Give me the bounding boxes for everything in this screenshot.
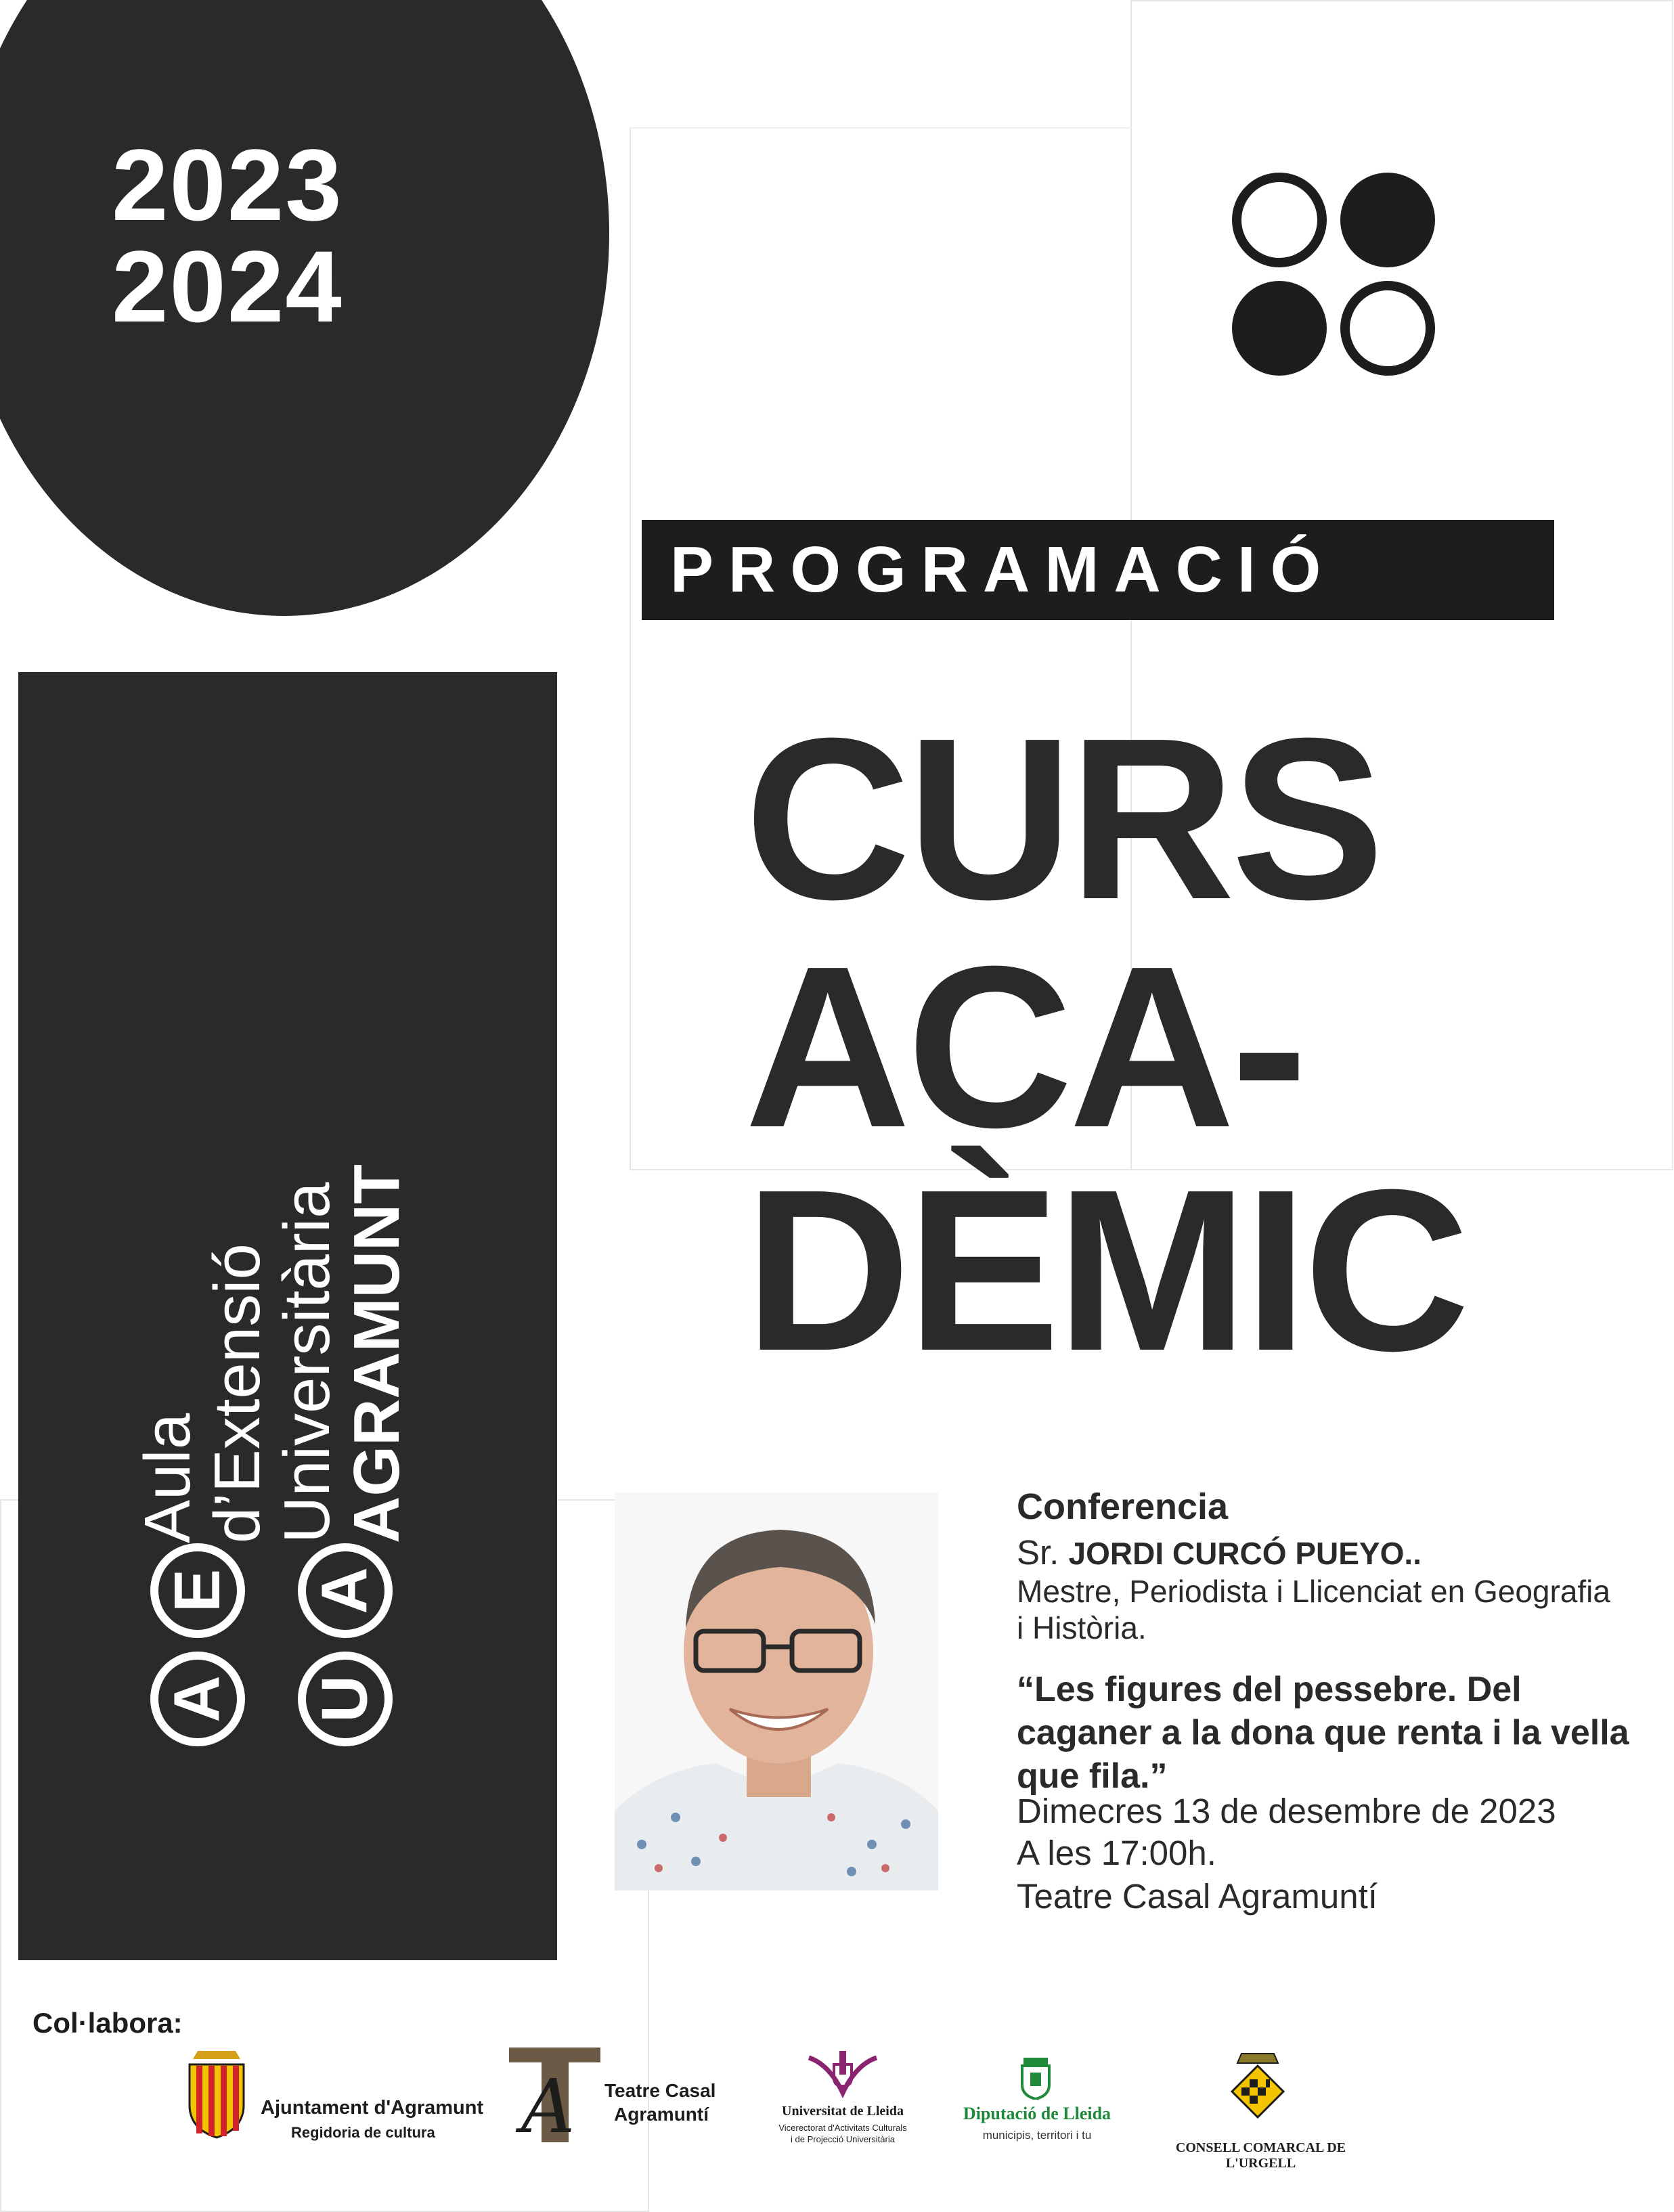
talk-title-2: caganer a la dona que renta i la vella bbox=[1017, 1713, 1629, 1752]
svg-text:A: A bbox=[521, 2063, 575, 2142]
aeua-line-universitaria: Universitària bbox=[271, 1182, 343, 1543]
aeua-letter-e: E bbox=[150, 1543, 245, 1638]
teatre-casal-name: Teatre Casal bbox=[604, 2080, 716, 2101]
ajuntament-name: Ajuntament d'Agramunt bbox=[261, 2097, 484, 2119]
dot-outline-bottom-right bbox=[1340, 281, 1435, 376]
title-line-3: DÈMIC bbox=[745, 1142, 1466, 1399]
diputacio-sub: municipis, territori i tu bbox=[982, 2129, 1092, 2142]
diputacio-shield-icon bbox=[1021, 2058, 1051, 2100]
event-venue: Teatre Casal Agramuntí bbox=[1017, 1877, 1378, 1916]
title-line-2: ACA- bbox=[745, 919, 1304, 1176]
udl-sub-2: i de Projecció Universitària bbox=[791, 2134, 895, 2144]
dot-filled-top-right bbox=[1340, 173, 1435, 267]
year-end: 2024 bbox=[112, 229, 343, 343]
event-time: A les 17:00h. bbox=[1017, 1834, 1216, 1872]
udl-sub: Vicerectorat d'Activitats Culturals bbox=[778, 2123, 907, 2133]
ajuntament-shield-icon bbox=[183, 2051, 250, 2139]
consell-comarcal-name: CONSELL COMARCAL DE L'URGELL bbox=[1175, 2140, 1346, 2171]
dot-filled-bottom-left bbox=[1232, 281, 1327, 376]
aeua-letter-u: U bbox=[298, 1652, 393, 1746]
year-start: 2023 bbox=[112, 128, 343, 242]
talk-title-3: que fila.” bbox=[1017, 1756, 1168, 1796]
speaker-photo bbox=[615, 1492, 938, 1890]
udl-logo-icon bbox=[806, 2051, 880, 2102]
dot-outline-top-left bbox=[1232, 173, 1327, 267]
diputacio-name: Diputació de Lleida bbox=[963, 2104, 1111, 2123]
teatre-casal-sub: Agramuntí bbox=[614, 2104, 709, 2125]
aeua-letter-a1: A bbox=[150, 1652, 245, 1746]
collabora-label: Col·labora: bbox=[32, 2007, 183, 2039]
programacio-banner: PROGRAMACIÓ bbox=[642, 520, 1554, 620]
speaker-credentials-2: i Història. bbox=[1017, 1610, 1147, 1645]
aeua-line-agramunt: AGRAMUNT bbox=[340, 1164, 413, 1543]
aeua-name-block bbox=[131, 731, 414, 1543]
ajuntament-sub: Regidoria de cultura bbox=[291, 2124, 435, 2141]
title-line-1: CURS bbox=[745, 690, 1381, 948]
udl-name: Universitat de Lleida bbox=[782, 2104, 904, 2119]
aeua-line-extensio: d’Extensió bbox=[201, 1243, 273, 1543]
speaker-line: Sr. JORDI CURCÓ PUEYO.. bbox=[1017, 1533, 1422, 1572]
consell-comarcal-shield-icon bbox=[1231, 2051, 1285, 2132]
event-date: Dimecres 13 de desembre de 2023 bbox=[1017, 1792, 1556, 1830]
aeua-letter-a2: A bbox=[298, 1543, 393, 1638]
talk-title-1: “Les figures del pessebre. Del bbox=[1017, 1670, 1522, 1709]
aeua-line-aula: Aula bbox=[131, 1413, 204, 1543]
speaker-name: JORDI CURCÓ PUEYO.. bbox=[1068, 1536, 1422, 1571]
teatre-casal-logo-icon bbox=[509, 2048, 600, 2142]
event-type: Conferencia bbox=[1017, 1486, 1229, 1527]
speaker-credentials-1: Mestre, Periodista i Llicenciat en Geografia bbox=[1017, 1574, 1610, 1609]
